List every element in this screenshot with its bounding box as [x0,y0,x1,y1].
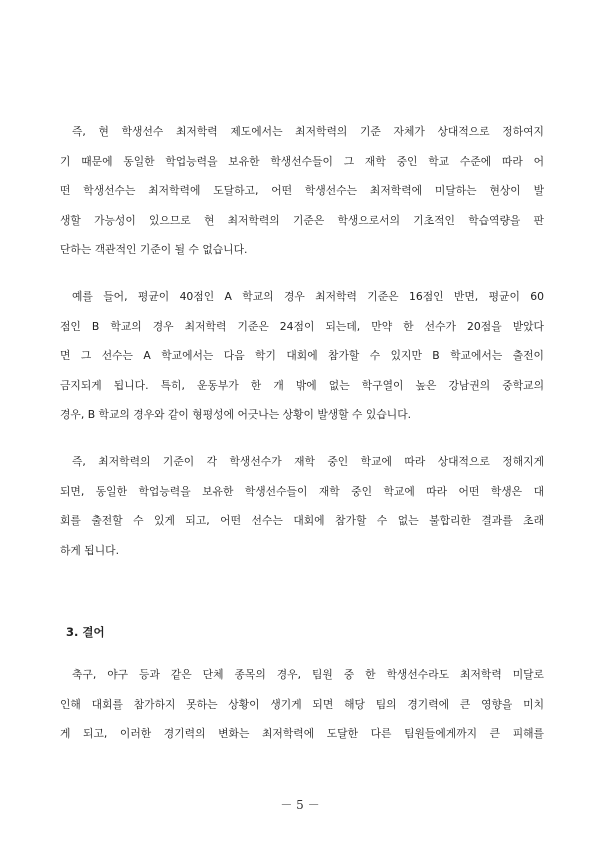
paragraph-line: 점인 B 학교의 경우 최저학력 기준은 24점이 되는데, 만약 한 선수가 20점을 받았다 [60,319,544,333]
paragraph-line: 단하는 객관적인 기준이 될 수 없습니다. [60,243,248,256]
paragraph-1 [60,117,544,265]
paragraph-line: 떤 학생선수는 최저학력에 도달하고, 어떤 학생선수는 최저학력에 미달하는 현상이 발 [60,184,544,197]
paragraph-3 [60,447,544,565]
paragraph-line: 경우, B 학교의 경우와 같이 형평성에 어긋나는 상황이 발생할 수 있습니다. [60,408,412,421]
paragraph-line: 예를 들어, 평균이 40점인 A 학교의 경우 최저학력 기준은 16점인 반면, 평균이 60 [72,290,544,303]
page-number: － 5 － [280,798,320,812]
paragraph-line: 기 때문에 동일한 학업능력을 보유한 학생선수들이 그 재학 중인 학교 수준에 따라 어 [60,154,544,168]
paragraph-line: 금지되게 됩니다. 특히, 운동부가 한 개 밖에 없는 학구열이 높은 강남권의 중학교의 [60,378,544,392]
paragraph-line: 게 되고, 이러한 경기력의 변화는 최저학력에 도달한 다른 팀원들에게까지 큰 피해를 [60,727,544,740]
paragraph-line: 즉, 최저학력의 기준이 각 학생선수가 재학 중인 학교에 따라 상대적으로 정해지게 [72,455,544,468]
paragraph-2 [60,282,544,430]
paragraph-line: 되면, 동일한 학업능력을 보유한 학생선수들이 재학 중인 학교에 따라 어떤 학생은 대 [60,484,544,498]
paragraph-line: 생할 가능성이 있으므로 현 최저학력의 기준은 학생으로서의 기초적인 학습역량을 판 [60,213,544,227]
paragraph-closing [60,660,544,749]
paragraph-line: 축구, 야구 등과 같은 단체 종목의 경우, 팀원 중 한 학생선수라도 최저학력 미달로 [72,668,544,681]
paragraph-line: 즉, 현 학생선수 최저학력 제도에서는 최저학력의 기준 자체가 상대적으로 정하여지 [72,125,544,138]
paragraph-line: 인해 대회를 참가하지 못하는 상황이 생기게 되면 해당 팀의 경기력에 큰 영향을 미치 [60,697,544,711]
paragraph-line: 하게 됩니다. [60,543,120,557]
paragraph-line: 회를 출전할 수 있게 되고, 어떤 선수는 대회에 참가할 수 없는 불합리한 결과를 초래 [60,514,544,527]
section-heading: 3. 결어 [66,625,105,639]
paragraph-line: 면 그 선수는 A 학교에서는 다음 학기 대회에 참가할 수 있지만 B 학교에서는 출전이 [60,349,544,362]
